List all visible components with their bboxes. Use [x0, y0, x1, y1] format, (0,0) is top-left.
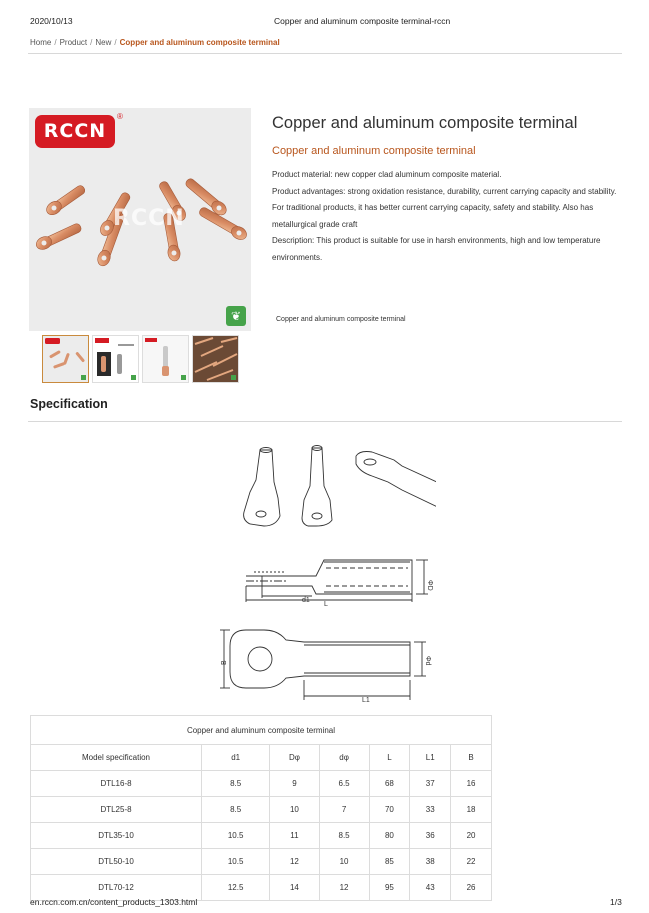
- divider: [28, 53, 622, 54]
- description-advantages: Product advantages: strong oxidation resistance, durability, current carrying capacity and stability.: [272, 186, 617, 196]
- page-number: 1/3: [610, 897, 622, 907]
- table-cell: 9: [270, 771, 319, 797]
- col-header: L: [369, 745, 410, 771]
- product-title: Copper and aluminum composite terminal: [272, 114, 578, 132]
- watermark: RCCN: [113, 206, 185, 231]
- breadcrumb-new[interactable]: New: [95, 38, 112, 47]
- table-cell: 10.5: [202, 849, 270, 875]
- product-description: [272, 167, 622, 267]
- table-cell: 7: [319, 797, 369, 823]
- table-cell: 12: [319, 875, 369, 901]
- table-row: [31, 797, 492, 823]
- table-cell: DTL70-12: [31, 875, 202, 901]
- breadcrumb: Home / Product / New / Copper and aluminum composite terminal: [30, 38, 280, 47]
- col-header: d1: [202, 745, 270, 771]
- table-caption: Copper and aluminum composite terminal: [31, 716, 492, 745]
- page-url: en.rccn.com.cn/content_products_1303.html: [30, 897, 198, 907]
- breadcrumb-home[interactable]: Home: [30, 38, 52, 47]
- table-cell: DTL25-8: [31, 797, 202, 823]
- label-d: Φd: [424, 656, 431, 666]
- table-header-row: [31, 745, 492, 771]
- leaf-icon: ❦: [226, 306, 246, 326]
- thumb-single-terminal[interactable]: [142, 335, 189, 383]
- table-cell: 33: [410, 797, 451, 823]
- table-cell: 68: [369, 771, 410, 797]
- print-date: 2020/10/13: [30, 16, 73, 26]
- table-cell: 70: [369, 797, 410, 823]
- table-row: [31, 823, 492, 849]
- table-cell: 20: [451, 823, 492, 849]
- thumb-product-photo[interactable]: [42, 335, 89, 383]
- table-cell: 43: [410, 875, 451, 901]
- col-header: Model specification: [31, 745, 202, 771]
- table-cell: 18: [451, 797, 492, 823]
- col-header: dφ: [319, 745, 369, 771]
- main-product-image[interactable]: [29, 108, 251, 331]
- specification-table: [30, 715, 492, 901]
- table-cell: 22: [451, 849, 492, 875]
- description-usage: Description: This product is suitable for use in harsh environments, high and low temperature environments.: [272, 236, 601, 262]
- table-cell: DTL50-10: [31, 849, 202, 875]
- description-traditional: For traditional products, it has better current carrying capacity, safety and stability. Also has metallurgical grade craft: [272, 203, 594, 229]
- thumb-bulk-terminals[interactable]: [192, 335, 239, 383]
- thumb-3-image: [143, 336, 188, 382]
- thumb-2-image: [93, 336, 138, 382]
- thumb-catalog-page[interactable]: [92, 335, 139, 383]
- product-caption: Copper and aluminum composite terminal: [276, 316, 406, 323]
- table-cell: 11: [270, 823, 319, 849]
- table-cell: 14: [270, 875, 319, 901]
- thumb-1-image: [43, 336, 88, 382]
- table-cell: 16: [451, 771, 492, 797]
- table-cell: 8.5: [319, 823, 369, 849]
- table-cell: 6.5: [319, 771, 369, 797]
- table-cell: 85: [369, 849, 410, 875]
- label-B: B: [221, 660, 228, 665]
- label-L1: L1: [362, 697, 370, 704]
- registered-mark: ®: [117, 112, 123, 121]
- spec-divider: [28, 421, 622, 422]
- col-header: L1: [410, 745, 451, 771]
- table-cell: 95: [369, 875, 410, 901]
- breadcrumb-product[interactable]: Product: [59, 38, 88, 47]
- label-L: L: [324, 601, 328, 608]
- thumb-4-image: [193, 336, 238, 382]
- table-cell: 36: [410, 823, 451, 849]
- table-cell: 12.5: [202, 875, 270, 901]
- table-cell: 8.5: [202, 771, 270, 797]
- table-cell: 10: [319, 849, 369, 875]
- table-cell: 8.5: [202, 797, 270, 823]
- table-row: [31, 849, 492, 875]
- label-D: ΦD: [426, 580, 433, 591]
- table-cell: 12: [270, 849, 319, 875]
- table-cell: 26: [451, 875, 492, 901]
- terminal-drawing: [216, 440, 436, 712]
- table-row: [31, 771, 492, 797]
- table-cell: 80: [369, 823, 410, 849]
- rccn-logo: RCCN: [35, 115, 115, 148]
- table-cell: 10: [270, 797, 319, 823]
- table-cell: DTL35-10: [31, 823, 202, 849]
- print-title: Copper and aluminum composite terminal-rccn: [274, 16, 451, 26]
- col-header: B: [451, 745, 492, 771]
- table-cell: 10.5: [202, 823, 270, 849]
- specification-heading: Specification: [30, 397, 108, 411]
- breadcrumb-current: Copper and aluminum composite terminal: [119, 38, 280, 47]
- technical-drawing: [216, 440, 436, 717]
- table-cell: 38: [410, 849, 451, 875]
- col-header: Dφ: [270, 745, 319, 771]
- table-cell: 37: [410, 771, 451, 797]
- table-cell: DTL16-8: [31, 771, 202, 797]
- description-material: Product material: new copper clad aluminum composite material.: [272, 170, 502, 179]
- product-subtitle: Copper and aluminum composite terminal: [272, 145, 476, 157]
- label-d1: d1: [302, 597, 310, 604]
